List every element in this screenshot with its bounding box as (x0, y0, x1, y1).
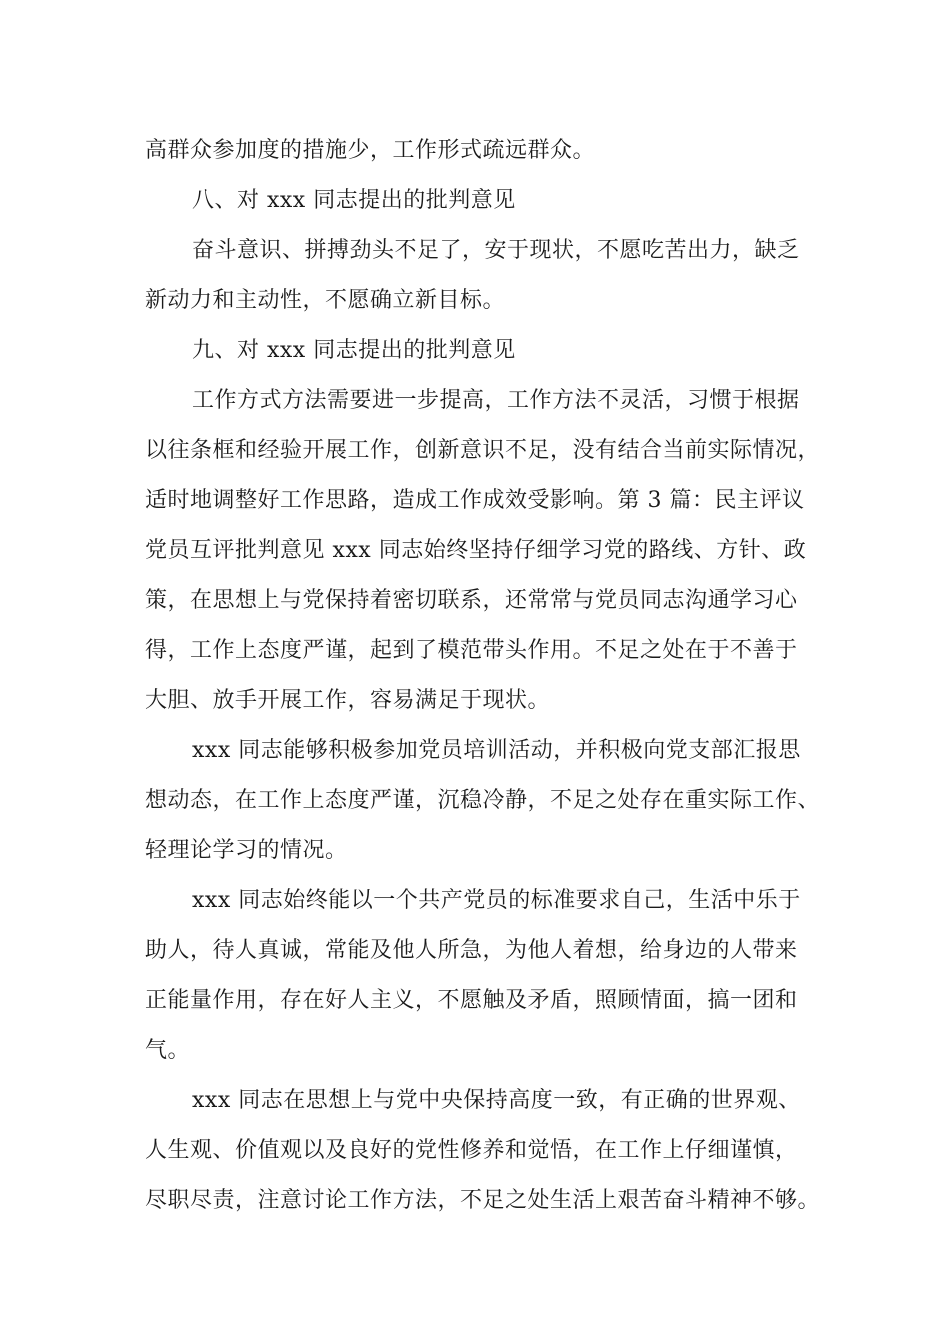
section-heading: 八、对 xxx 同志提出的批判意见 (192, 188, 516, 213)
text-line: 轻理论学习的情况。 (145, 838, 348, 863)
text-line: 助人，待人真诚，常能及他人所急，为他人着想，给身边的人带来 (145, 938, 798, 963)
text-line: 正能量作用，存在好人主义，不愿触及矛盾，照顾情面，搞一团和 (145, 988, 798, 1013)
text-line: 奋斗意识、拼搏劲头不足了，安于现状，不愿吃苦出力，缺乏 (192, 238, 800, 263)
text-line: 尽职尽责，注意讨论工作方法，不足之处生活上艰苦奋斗精神不够。 (145, 1188, 821, 1213)
text-line: 适时地调整好工作思路，造成工作成效受影响。第 3 篇：民主评议 (145, 488, 805, 513)
text-line: xxx 同志能够积极参加党员培训活动，并积极向党支部汇报思 (192, 738, 801, 763)
text-line: 策，在思想上与党保持着密切联系，还常常与党员同志沟通学习心 (145, 588, 798, 613)
section-heading: 九、对 xxx 同志提出的批判意见 (192, 338, 516, 363)
text-line: 新动力和主动性，不愿确立新目标。 (145, 288, 506, 313)
text-line: 党员互评批判意见 xxx 同志始终坚持仔细学习党的路线、方针、政 (145, 538, 807, 563)
text-line: 大胆、放手开展工作，容易满足于现状。 (145, 688, 551, 713)
text-line: 气。 (145, 1038, 191, 1063)
text-line: 想动态，在工作上态度严谨，沉稳冷静，不足之处存在重实际工作、 (145, 788, 821, 813)
text-line: 得，工作上态度严谨，起到了模范带头作用。不足之处在于不善于 (145, 638, 798, 663)
text-line: 以往条框和经验开展工作，创新意识不足，没有结合当前实际情况， (145, 438, 821, 463)
text-line: 人生观、价值观以及良好的党性修养和觉悟，在工作上仔细谨慎， (145, 1138, 798, 1163)
text-line: xxx 同志始终能以一个共产党员的标准要求自己，生活中乐于 (192, 888, 801, 913)
text-line: 高群众参加度的措施少，工作形式疏远群众。 (145, 138, 596, 163)
text-line: 工作方式方法需要进一步提高，工作方法不灵活，习惯于根据 (192, 388, 800, 413)
text-line: xxx 同志在思想上与党中央保持高度一致，有正确的世界观、 (192, 1088, 801, 1113)
